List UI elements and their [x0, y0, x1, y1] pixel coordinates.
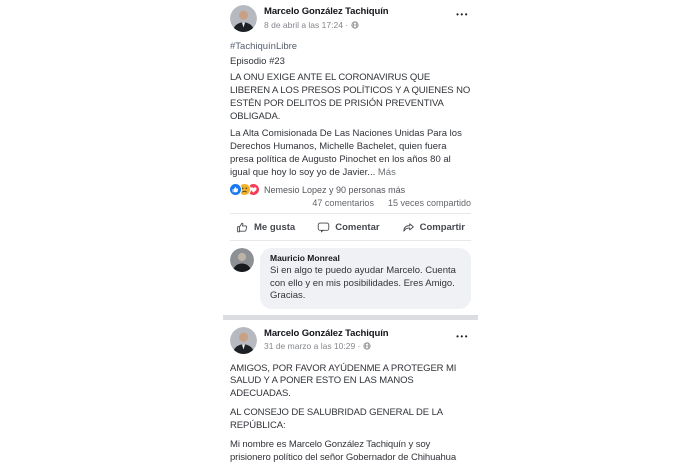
avatar-photo-icon [230, 327, 257, 354]
post1-meta[interactable] [264, 20, 388, 30]
post1-author-name[interactable]: Marcelo González Tachiquín [264, 6, 389, 17]
post1-episode-text: Episodio #23 [230, 56, 285, 67]
post2-header-text [264, 327, 388, 352]
reaction-icons[interactable] [230, 184, 259, 195]
post1-header-text [264, 5, 388, 30]
globe-icon [351, 21, 359, 29]
avatar-photo-icon [230, 5, 257, 32]
comments-count[interactable]: 47 comentarios [312, 198, 374, 208]
like-reaction-icon[interactable] [230, 184, 241, 195]
reactions-summary-text[interactable]: Nemesio Lopez y 90 personas más [264, 184, 406, 195]
post1-counts-row [230, 198, 471, 208]
post-separator [223, 315, 478, 320]
comment-item [230, 248, 471, 309]
post1-action-bar [230, 213, 471, 241]
comment-author-avatar[interactable] [230, 248, 254, 272]
post2-timestamp[interactable]: 31 de marzo a las 10:29 · [264, 341, 361, 351]
post2-paragraph-2: AL CONSEJO DE SALUBRIDAD GENERAL DE LA REPÚBLICA: [230, 407, 443, 431]
post2-author-avatar[interactable] [230, 327, 257, 354]
post1-headline-text: LA ONU EXIGE ANTE EL CORONAVIRUS QUE LIBEREN A LOS PRESOS POLÍTICOS Y A QUIENES NO ESTÉN POR DELITOS DE PRISIÓN PREVENTIVA OBLIGADA. [230, 72, 471, 122]
comment-bubble [260, 248, 471, 309]
post2-menu-icon[interactable]: ••• [456, 331, 469, 341]
comment-button-label: Comentar [335, 221, 380, 233]
post1-menu-icon[interactable]: ••• [456, 10, 469, 19]
shares-count[interactable]: 15 veces compartido [387, 198, 471, 208]
post2-paragraph-3: Mi nombre es Marcelo González Tachiquín y soy prisionero político del señor Gobernador de Chihuahua [230, 439, 457, 463]
post2-header [230, 327, 471, 354]
comment-bubble-icon [317, 221, 330, 234]
like-button[interactable] [236, 221, 295, 234]
like-button-label: Me gusta [254, 221, 296, 233]
post1-timestamp[interactable]: 8 de abril a las 17:24 · [264, 19, 349, 30]
share-button[interactable] [402, 221, 465, 234]
comment-author-name[interactable]: Mauricio Monreal [270, 253, 340, 263]
post1-hashtag-link[interactable]: #TachiquínLibre [230, 41, 298, 52]
facebook-feed-column [230, 0, 471, 464]
post1-reactions-row[interactable] [230, 184, 471, 195]
thumbs-up-icon [236, 221, 249, 234]
comment-text: Si en algo te puedo ayudar Marcelo. Cuenta con ello y en mis posibilidades. Eres Amigo. Gracias. [270, 265, 456, 301]
avatar-photo-icon [230, 248, 254, 272]
globe-icon [363, 342, 371, 350]
share-button-label: Compartir [419, 221, 465, 233]
post1-body-text [230, 127, 471, 179]
post1-see-more-link[interactable]: Más [377, 167, 396, 178]
comment-button[interactable] [317, 221, 379, 234]
post1-author-avatar[interactable] [230, 5, 257, 32]
post1-body-span: La Alta Comisionada De Las Naciones Unidas Para los Derechos Humanos, Michelle Bachelet, quien fuera presa política de Augusto Pinochet en los años 80 al igual que hoy lo soy yo de Javier... [230, 128, 462, 178]
post1-header [230, 5, 471, 32]
post2-paragraph-1: AMIGOS, POR FAVOR AYÚDENME A PROTEGER MI SALUD Y A PONER ESTO EN LAS MANOS ADECUADAS. [230, 362, 457, 399]
post2-author-name[interactable]: Marcelo González Tachiquín [264, 327, 389, 339]
share-arrow-icon [402, 221, 415, 234]
post2-meta[interactable] [264, 341, 388, 351]
